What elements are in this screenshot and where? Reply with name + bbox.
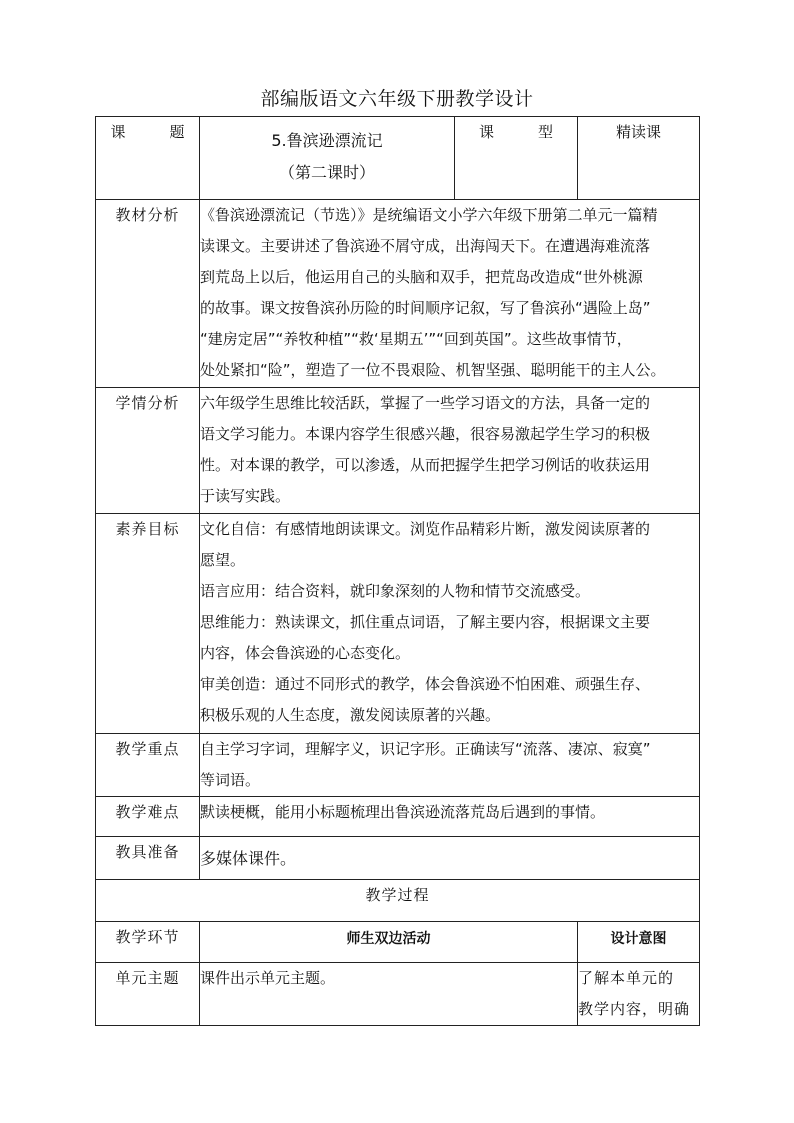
label-key-points: 教学重点 bbox=[96, 734, 200, 797]
row-unit-theme bbox=[96, 963, 700, 1026]
lesson-name: 5.鲁滨逊漂流记 bbox=[271, 131, 383, 150]
label-unit-theme: 单元主题 bbox=[96, 963, 200, 1026]
row-learner-analysis bbox=[96, 388, 700, 514]
row-process-heading bbox=[96, 880, 700, 922]
lesson-session: （第二课时） bbox=[278, 163, 375, 182]
competency-goals-text: 文化自信：有感情地朗读课文。浏览作品精彩片断，激发阅读原著的 愿望。 语言应用：结合资料，就印象深刻的人物和情节交流感受。 思维能力：熟读课文，抓住重点词语，了解主要内容，根据课文主要 内容，体会鲁滨逊的心态变化。 审美创造：通过不同形式的教学，体会鲁滨逊不怕困难、顽强生存、 积极乐观的人生态度，激发阅读原著的兴趣。 bbox=[200, 514, 700, 734]
learner-analysis-text: 六年级学生思维比较活跃，掌握了一些学习语文的方法，具备一定的 语文学习能力。本课内容学生很感兴趣，很容易激起学生学习的积极 性。对本课的教学，可以渗透，从而把握学生把学习例话的收获运用 于读写实践。 bbox=[200, 388, 700, 514]
unit-theme-intent: 了解本单元的 教学内容，明确 bbox=[578, 963, 700, 1026]
document-title: 部编版语文六年级下册教学设计 bbox=[260, 88, 534, 110]
key-points-text: 自主学习字词，理解字义，识记字形。正确读写“流落、凄凉、寂寞” 等词语。 bbox=[200, 734, 700, 797]
difficulties-text: 默读梗概，能用小标题梳理出鲁滨逊流落荒岛后遇到的事情。 bbox=[200, 797, 700, 837]
header-row bbox=[96, 117, 700, 200]
row-difficulties bbox=[96, 797, 700, 837]
label-topic: 课 题 bbox=[96, 117, 200, 200]
unit-theme-activity: 课件出示单元主题。 bbox=[200, 963, 578, 1026]
row-key-points bbox=[96, 734, 700, 797]
lesson-plan-table bbox=[95, 116, 700, 1026]
row-material-analysis bbox=[96, 200, 700, 388]
label-material-analysis: 教材分析 bbox=[96, 200, 200, 388]
row-process-columns bbox=[96, 922, 700, 963]
col-teacher-student-activity: 师生双边活动 bbox=[200, 922, 578, 963]
process-heading: 教学过程 bbox=[96, 880, 700, 922]
teaching-tools-text: 多媒体课件。 bbox=[200, 837, 700, 880]
row-teaching-tools bbox=[96, 837, 700, 880]
lesson-name-cell bbox=[200, 117, 455, 200]
col-teaching-stage: 教学环节 bbox=[96, 922, 200, 963]
label-learner-analysis: 学情分析 bbox=[96, 388, 200, 514]
material-analysis-text: 《鲁滨逊漂流记（节选）》是统编语文小学六年级下册第二单元一篇精 读课文。主要讲述了鲁滨逊不屑守成，出海闯天下。在遭遇海难流落 到荒岛上以后，他运用自己的头脑和双手，把荒岛改造成“世外桃源 的故事。课文按鲁滨孙历险的时间顺序记叙，写了鲁滨孙“遇险上岛” “建房定居”“养牧种植”“救‘星期五’”“回到英国”。这些故事情节， 处处紧扣“险”，塑造了一位不畏艰险、机智坚强、聪明能干的主人公。 bbox=[200, 200, 700, 388]
label-type: 课 型 bbox=[455, 117, 578, 200]
label-competency-goals: 素养目标 bbox=[96, 514, 200, 734]
col-design-intent: 设计意图 bbox=[578, 922, 700, 963]
label-teaching-tools: 教具准备 bbox=[96, 837, 200, 880]
lesson-type-value: 精读课 bbox=[578, 117, 700, 200]
label-difficulties: 教学难点 bbox=[96, 797, 200, 837]
row-competency-goals bbox=[96, 514, 700, 734]
